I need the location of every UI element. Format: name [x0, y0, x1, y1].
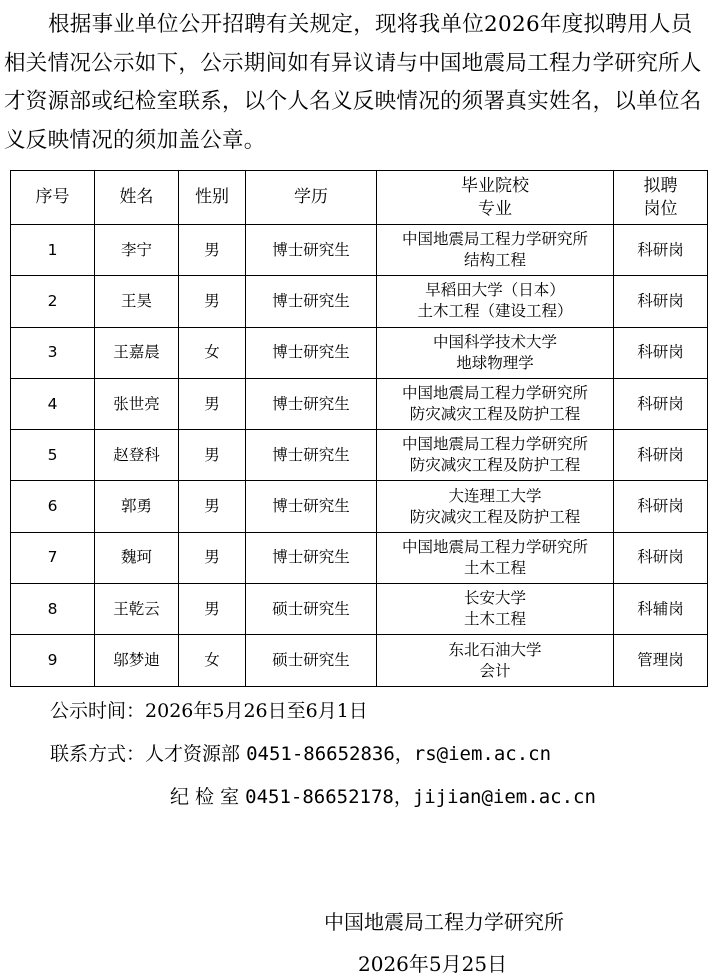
- cell-education: 博士研究生: [246, 378, 377, 429]
- cell-name: 王乾云: [95, 584, 179, 635]
- cell-school-major: [377, 635, 614, 686]
- header-position-line1: 拟聘: [643, 175, 678, 196]
- table-row: [11, 276, 708, 327]
- cell-position: 管理岗: [614, 635, 708, 686]
- cell-education: 博士研究生: [246, 276, 377, 327]
- cell-school-major: [377, 378, 614, 429]
- cell-seq: 7: [11, 532, 95, 583]
- notice-period-line: [50, 696, 368, 723]
- notice-period-value: 2026年5月26日至6月1日: [145, 700, 368, 722]
- cell-school-major: [377, 430, 614, 481]
- table-row: [11, 430, 708, 481]
- signature-org: 中国地震局工程力学研究所: [324, 910, 564, 934]
- cell-position: 科研岗: [614, 430, 708, 481]
- header-school-major: [377, 171, 614, 225]
- cell-gender: 男: [179, 225, 246, 276]
- cell-major: 土木工程: [463, 610, 526, 629]
- cell-major: 结构工程: [463, 251, 526, 270]
- discipline-dept: 纪 检 室: [170, 786, 240, 808]
- cell-school-major: [377, 481, 614, 532]
- cell-position: 科研岗: [614, 532, 708, 583]
- cell-name: 邬梦迪: [95, 635, 179, 686]
- cell-position: 科辅岗: [614, 584, 708, 635]
- header-gender: 性别: [179, 171, 246, 225]
- intro-text: 根据事业单位公开招聘有关规定，现将我单位2026年度拟聘用人员相关情况公示如下，公示期间如有异议请与中国地震局工程力学研究所人才资源部或纪检室联系，以个人名义反映情况的须署真实姓名，以单位名义反映情况的须加盖公章。: [4, 12, 702, 153]
- cell-school-major: [377, 584, 614, 635]
- header-position: [614, 171, 708, 225]
- cell-seq: 4: [11, 378, 95, 429]
- hr-phone: 0451-86652836，: [246, 743, 414, 765]
- hiring-table: [10, 170, 708, 687]
- cell-major: 土木工程（建设工程）: [417, 302, 573, 321]
- cell-name: 王昊: [95, 276, 179, 327]
- cell-gender: 女: [179, 635, 246, 686]
- notice-period-label: 公示时间：: [50, 700, 146, 722]
- cell-education: 硕士研究生: [246, 584, 377, 635]
- cell-school: 中国地震局工程力学研究所: [401, 537, 588, 556]
- cell-gender: 男: [179, 430, 246, 481]
- cell-gender: 男: [179, 378, 246, 429]
- header-school: 毕业院校: [461, 175, 529, 196]
- cell-education: 博士研究生: [246, 225, 377, 276]
- header-position-line2: 岗位: [643, 198, 678, 219]
- header-seq: 序号: [11, 171, 95, 225]
- table-row: [11, 584, 708, 635]
- cell-gender: 男: [179, 481, 246, 532]
- cell-position: 科研岗: [614, 225, 708, 276]
- discipline-email[interactable]: jijian@iem.ac.cn: [412, 786, 596, 808]
- cell-school: 东北石油大学: [448, 640, 542, 659]
- cell-major: 防灾减灾工程及防护工程: [409, 405, 581, 424]
- intro-paragraph: [4, 6, 712, 160]
- cell-education: 博士研究生: [246, 481, 377, 532]
- cell-school: 早稻田大学（日本）: [425, 281, 565, 300]
- table-row: [11, 225, 708, 276]
- cell-position: 科研岗: [614, 327, 708, 378]
- cell-name: 李宁: [95, 225, 179, 276]
- cell-seq: 5: [11, 430, 95, 481]
- contact-line-hr: [50, 739, 551, 766]
- cell-gender: 男: [179, 532, 246, 583]
- cell-school: 中国地震局工程力学研究所: [401, 230, 588, 249]
- table-row: [11, 635, 708, 686]
- table-row: [11, 378, 708, 429]
- cell-education: 博士研究生: [246, 430, 377, 481]
- cell-school: 长安大学: [463, 589, 526, 608]
- cell-name: 王嘉晨: [95, 327, 179, 378]
- cell-school: 中国地震局工程力学研究所: [401, 384, 588, 403]
- cell-major: 地球物理学: [456, 353, 534, 372]
- cell-name: 郭勇: [95, 481, 179, 532]
- cell-major: 防灾减灾工程及防护工程: [409, 507, 581, 526]
- cell-name: 张世亮: [95, 378, 179, 429]
- header-name: 姓名: [95, 171, 179, 225]
- cell-gender: 女: [179, 327, 246, 378]
- cell-seq: 9: [11, 635, 95, 686]
- cell-seq: 8: [11, 584, 95, 635]
- cell-school-major: [377, 276, 614, 327]
- cell-position: 科研岗: [614, 276, 708, 327]
- cell-school-major: [377, 532, 614, 583]
- cell-school: 大连理工大学: [448, 486, 542, 505]
- cell-seq: 2: [11, 276, 95, 327]
- cell-gender: 男: [179, 276, 246, 327]
- discipline-phone: 0451-86652178，: [245, 786, 413, 808]
- cell-name: 魏珂: [95, 532, 179, 583]
- cell-major: 防灾减灾工程及防护工程: [409, 456, 581, 475]
- cell-name: 赵登科: [95, 430, 179, 481]
- table-row: [11, 532, 708, 583]
- cell-gender: 男: [179, 584, 246, 635]
- signature-date: 2026年5月25日: [358, 952, 508, 976]
- hr-email[interactable]: rs@iem.ac.cn: [413, 743, 552, 765]
- cell-school: 中国地震局工程力学研究所: [401, 435, 588, 454]
- cell-major: 会计: [479, 661, 511, 680]
- cell-education: 博士研究生: [246, 327, 377, 378]
- cell-education: 博士研究生: [246, 532, 377, 583]
- cell-seq: 6: [11, 481, 95, 532]
- table-header-row: [11, 171, 708, 225]
- cell-position: 科研岗: [614, 481, 708, 532]
- cell-school-major: [377, 327, 614, 378]
- header-education: 学历: [246, 171, 377, 225]
- hr-dept: 人才资源部: [145, 743, 241, 765]
- cell-education: 硕士研究生: [246, 635, 377, 686]
- cell-position: 科研岗: [614, 378, 708, 429]
- table-row: [11, 327, 708, 378]
- contact-line-discipline: [170, 782, 596, 809]
- cell-major: 土木工程: [463, 558, 526, 577]
- header-major: 专业: [478, 198, 512, 219]
- table-row: [11, 481, 708, 532]
- contact-label: 联系方式：: [50, 743, 146, 765]
- cell-school-major: [377, 225, 614, 276]
- cell-school: 中国科学技术大学: [432, 332, 557, 351]
- cell-seq: 3: [11, 327, 95, 378]
- cell-seq: 1: [11, 225, 95, 276]
